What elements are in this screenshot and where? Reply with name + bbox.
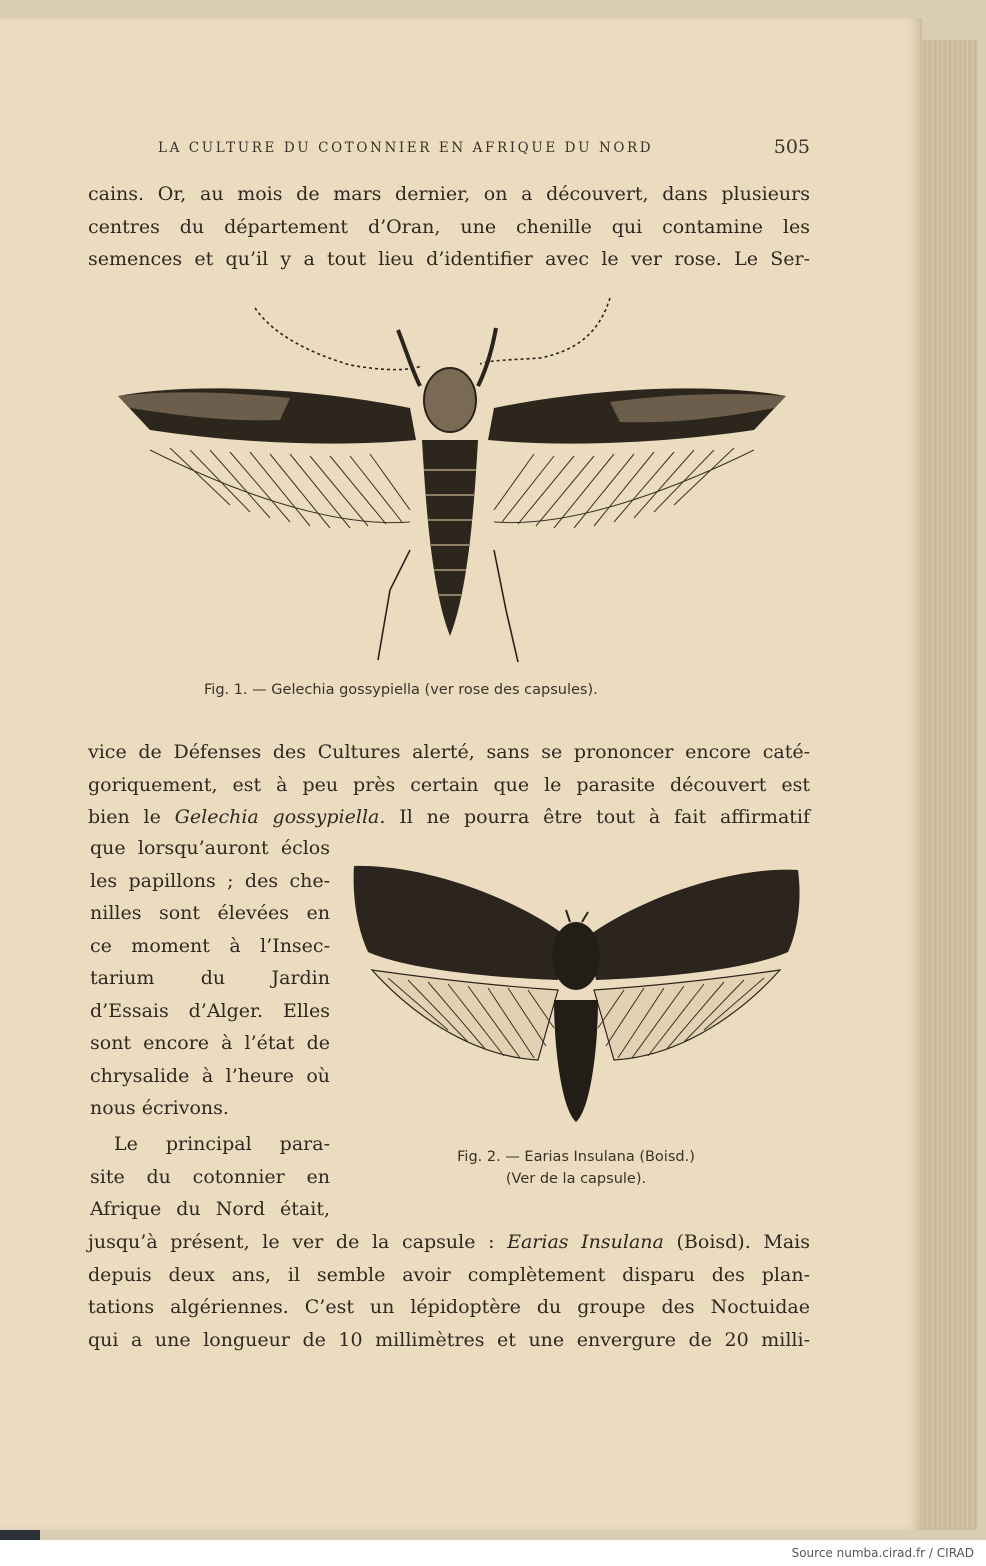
text-line: tarium du Jardin [90, 967, 330, 989]
running-title: LA CULTURE DU COTONNIER EN AFRIQUE DU NORD [158, 140, 654, 156]
moth-illustration-figure-2 [348, 860, 804, 1140]
text-line: Le principal para- [114, 1133, 330, 1155]
text-line: les papillons ; des che- [90, 869, 330, 892]
text-line: goriquement, est à peu près certain que le parasite découvert est [88, 773, 810, 796]
text-line: semences et qu’il y a tout lieu d’identifier avec le ver rose. Le Ser- [88, 248, 810, 270]
text-line: ce moment à l’Insec- [90, 934, 330, 957]
moth-illustration-figure-1 [110, 290, 800, 670]
paragraph-2-wrapped-text [90, 832, 330, 1125]
text-line: Afrique du Nord était, [90, 1198, 330, 1220]
text-line: sont encore à l’état de [90, 1032, 330, 1054]
text-line [88, 1226, 810, 1259]
page-edge [918, 40, 977, 1530]
text-line: depuis deux ans, il semble avoir complètement disparu des plan- [88, 1263, 810, 1286]
text-segment: (Boisd). Mais [663, 1231, 810, 1253]
paragraph-3 [88, 1226, 810, 1356]
text-line: nous écrivons. [90, 1097, 229, 1119]
figure-2-caption-line-2: (Ver de la capsule). [505, 1171, 647, 1187]
text-segment: bien le [88, 806, 175, 828]
text-line: cains. Or, au mois de mars dernier, on a découvert, dans plusieurs [88, 183, 810, 205]
text-line: centres du département d’Oran, une chenille qui contamine les [88, 215, 810, 238]
figure-1-caption: Fig. 1. — Gelechia gossypiella (ver rose des capsules). [204, 682, 598, 698]
text-segment: Il ne pourra être tout à fait affirmatif [385, 806, 811, 828]
text-line: site du cotonnier en [90, 1165, 330, 1188]
page-number: 505 [773, 136, 810, 158]
species-name-italic: Earias Insulana [507, 1231, 664, 1253]
running-head [158, 136, 810, 164]
text-line: chrysalide à l’heure où [90, 1064, 330, 1087]
paragraph-2 [88, 736, 810, 834]
text-line: que lorsqu’auront éclos [90, 837, 330, 859]
figure-2-caption [366, 1146, 786, 1190]
text-segment: jusqu’à présent, le ver de la capsule : [88, 1231, 508, 1253]
figure-2-caption-line-1: Fig. 2. — Earias Insulana (Boisd.) [457, 1149, 695, 1165]
text-line: tations algériennes. C’est un lépidoptère du groupe des Noctuidae [88, 1296, 810, 1318]
species-name-italic: Gelechia gossypiella. [174, 806, 386, 828]
source-credit: Source numba.cirad.fr / CIRAD [791, 1546, 974, 1560]
paragraph-3-wrapped-text [90, 1128, 330, 1226]
paragraph-1 [88, 178, 810, 276]
text-line: nilles sont élevées en [90, 902, 330, 924]
text-line [88, 801, 810, 834]
text-line: qui a une longueur de 10 millimètres et une envergure de 20 milli- [88, 1328, 810, 1351]
text-line: vice de Défenses des Cultures alerté, sans se prononcer encore caté- [88, 741, 810, 763]
text-line: d’Essais d’Alger. Elles [90, 999, 330, 1022]
